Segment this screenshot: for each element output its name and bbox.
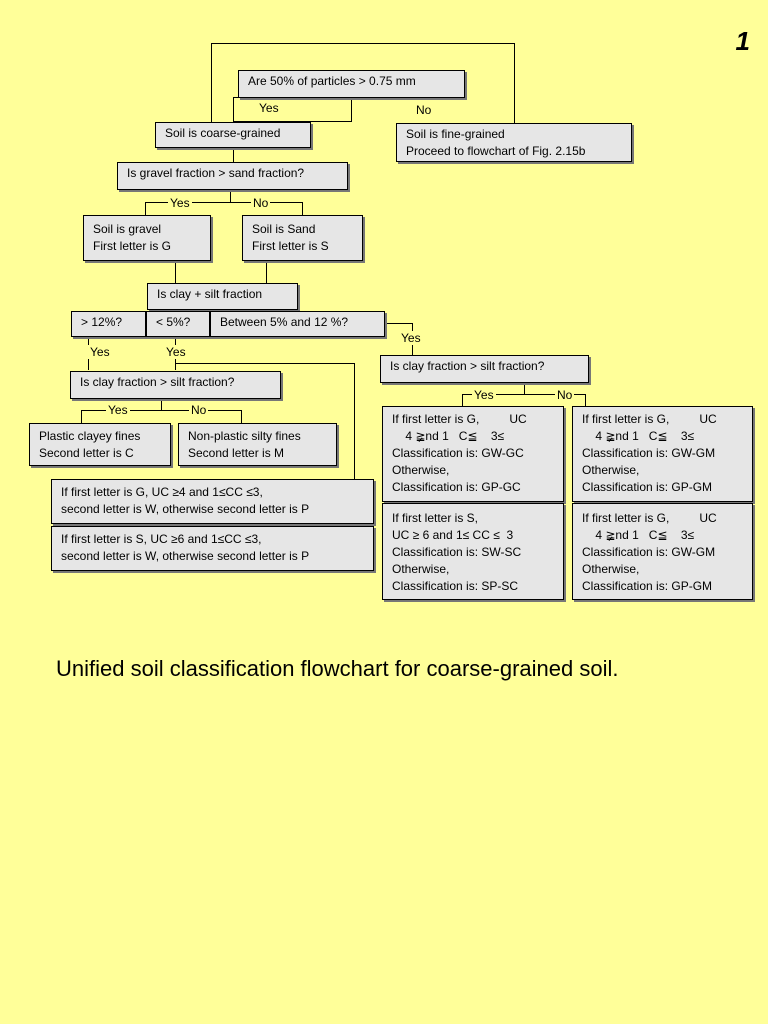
label-no: No (191, 403, 207, 417)
connector (524, 383, 525, 394)
question-particle-size: Are 50% of particles > 0.75 mm (238, 70, 465, 98)
rule-s-box: If first letter is S, UC ≥6 and 1≤CC ≤3, second letter is W, otherwise second letter is P (51, 526, 374, 571)
label-yes: Yes (166, 345, 186, 359)
connector (385, 323, 413, 324)
connector (233, 147, 234, 162)
coarse-grained-box: Soil is coarse-grained (155, 122, 311, 148)
question-clay-silt: Is clay + silt fraction (147, 283, 298, 310)
connector (302, 202, 303, 215)
figure-caption: Unified soil classification flowchart for coarse-grained soil. (56, 656, 619, 681)
result-gw-gm-box-2: If first letter is G, UC 4 ≩nd 1 C≦ 3≤ Classification is: GW-GM Otherwise, Classification is: GP-GM (572, 503, 753, 600)
page-number: 1 (735, 26, 750, 56)
result-sw-sc-box: If first letter is S, UC ≥ 6 and 1≤ CC ≤ 3 Classification is: SW-SC Otherwise, Classification is: SP-SC (382, 503, 564, 600)
connector (233, 97, 234, 123)
connector (585, 394, 586, 406)
option-gt-12: > 12%? (71, 311, 146, 337)
connector (81, 410, 82, 423)
fine-grained-box: Soil is fine-grained Proceed to flowchart of Fig. 2.15b (396, 123, 632, 162)
label-yes: Yes (170, 196, 190, 210)
connector (462, 394, 463, 406)
rule-g-box: If first letter is G, UC ≥4 and 1≤CC ≤3, second letter is W, otherwise second letter is P (51, 479, 374, 524)
result-gw-gc-box: If first letter is G, UC 4 ≩nd 1 C≦ 3≤ Classification is: GW-GC Otherwise, Classification is: GP-GC (382, 406, 564, 502)
label-yes: Yes (474, 388, 494, 402)
label-yes: Yes (259, 101, 279, 115)
connector (266, 261, 267, 283)
nonplastic-fines-box: Non-plastic silty fines Second letter is M (178, 423, 337, 466)
connector (145, 202, 146, 215)
connector (241, 410, 242, 423)
connector (211, 43, 515, 44)
label-yes: Yes (401, 331, 421, 345)
connector (514, 43, 515, 123)
plastic-fines-box: Plastic clayey fines Second letter is C (29, 423, 171, 466)
sand-box: Soil is Sand First letter is S (242, 215, 363, 261)
connector (211, 43, 212, 123)
question-gravel-vs-sand: Is gravel fraction > sand fraction? (117, 162, 348, 190)
question-clay-vs-silt-left: Is clay fraction > silt fraction? (70, 371, 281, 399)
option-lt-5: < 5%? (146, 311, 210, 337)
connector (175, 363, 355, 364)
connector (175, 261, 176, 283)
connector (230, 189, 231, 202)
connector (351, 97, 352, 122)
label-no: No (253, 196, 269, 210)
result-gw-gm-box: If first letter is G, UC 4 ≩nd 1 C≦ 3≤ Classification is: GW-GM Otherwise, Classification is: GP-GM (572, 406, 753, 502)
label-no: No (416, 103, 432, 117)
connector (354, 363, 355, 479)
gravel-box: Soil is gravel First letter is G (83, 215, 211, 261)
question-clay-vs-silt-right: Is clay fraction > silt fraction? (380, 355, 589, 383)
label-no: No (557, 388, 573, 402)
label-yes: Yes (108, 403, 128, 417)
connector (161, 398, 162, 410)
option-between-5-12: Between 5% and 12 %? (210, 311, 385, 337)
label-yes: Yes (90, 345, 110, 359)
